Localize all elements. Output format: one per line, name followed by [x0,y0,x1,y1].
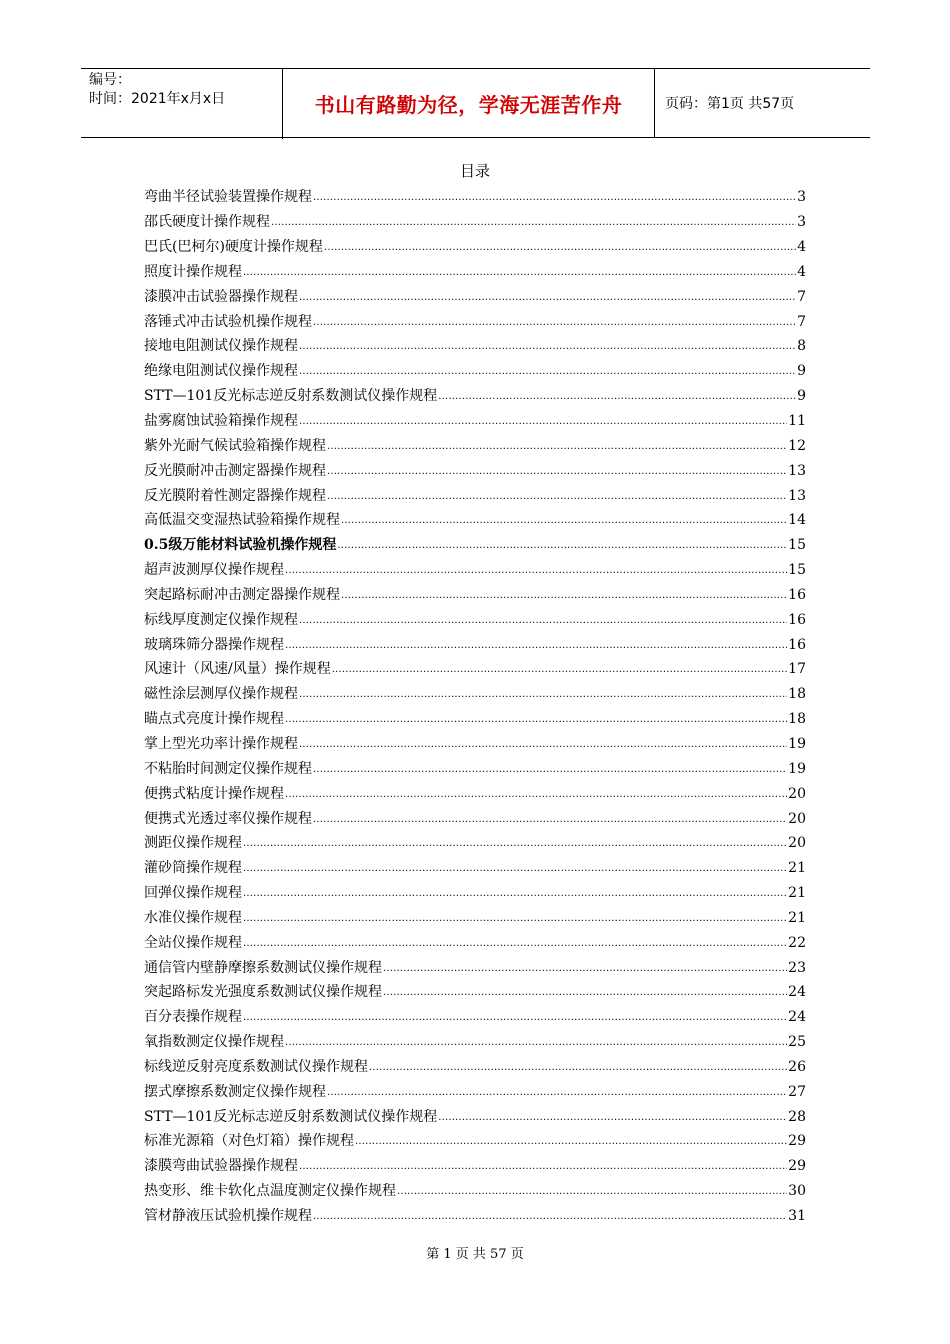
toc-leader-dots [337,534,787,556]
toc-entry-page: 16 [788,636,806,653]
toc-entry-title: 邵氏硬度计操作规程 [144,214,270,231]
toc-entry-title: 落锤式冲击试验机操作规程 [144,313,312,330]
toc-entry-page: 9 [797,388,806,405]
toc-entry-title: 玻璃珠筛分器操作规程 [144,636,284,653]
toc-entry[interactable] [144,1154,806,1179]
toc-leader-dots [355,1130,787,1152]
toc-entry[interactable] [144,881,806,906]
toc-entry-page: 13 [788,487,806,504]
toc-leader-dots [438,1106,787,1128]
toc-title: 目录 [459,162,490,180]
toc-leader-dots [243,261,796,283]
toc-entry-title: 风速计（风速/风量）操作规程 [144,661,331,678]
toc-entry-page: 18 [788,686,806,703]
toc-entry-title: 热变形、维卡软化点温度测定仪操作规程 [144,1183,396,1200]
toc-entry-page: 21 [788,860,806,877]
toc-entry[interactable] [144,756,806,781]
toc-entry-title: 磁性涂层测厚仪操作规程 [144,686,298,703]
toc-leader-dots [299,410,787,432]
toc-entry[interactable] [144,856,806,881]
toc-entry-title: 漆膜冲击试验器操作规程 [144,288,298,305]
toc-leader-dots [383,981,787,1003]
toc-leader-dots [341,509,787,531]
toc-entry-page: 16 [788,586,806,603]
toc-entry-page: 24 [788,984,806,1001]
toc-entry[interactable] [144,508,806,533]
toc-entry[interactable] [144,334,806,359]
toc-entry-title: 反光膜耐冲击测定器操作规程 [144,462,326,479]
toc-entry-page: 18 [788,711,806,728]
toc-entry[interactable] [144,781,806,806]
toc-entry-title: 氧指数测定仪操作规程 [144,1034,284,1051]
header-motto: 书山有路勤为径，学海无涯苦作舟 [283,69,655,137]
toc-entry-title: 巴氏(巴柯尔)硬度计操作规程 [144,239,323,256]
toc-entry-page: 15 [788,537,806,554]
toc-entry-title: 瞄点式亮度计操作规程 [144,711,284,728]
toc-entry[interactable] [144,831,806,856]
toc-entry-title: 反光膜附着性测定器操作规程 [144,487,326,504]
toc-leader-dots [285,708,787,730]
toc-entry-page: 20 [788,785,806,802]
toc-leader-dots [299,609,787,631]
toc-leader-dots [299,360,796,382]
toc-entry[interactable] [144,210,806,235]
toc-entry-title: STT—101反光标志逆反射系数测试仪操作规程 [144,1108,438,1125]
toc-entry[interactable] [144,657,806,682]
toc-leader-dots [299,683,787,705]
toc-entry-title: 超声波测厚仪操作规程 [144,562,284,579]
toc-entry[interactable] [144,955,806,980]
toc-entry-title: 高低温交变湿热试验箱操作规程 [144,512,340,529]
toc-entry-page: 12 [788,437,806,454]
toc-entry-title: 测距仪操作规程 [144,835,242,852]
toc-leader-dots [341,584,787,606]
toc-entry[interactable] [144,1055,806,1080]
toc-entry-page: 20 [788,810,806,827]
toc-entry-page: 13 [788,462,806,479]
toc-entry[interactable] [144,1129,806,1154]
toc-entry[interactable] [144,583,806,608]
toc-entry-page: 25 [788,1034,806,1051]
toc-entry-page: 3 [797,189,806,206]
toc-leader-dots [324,236,796,258]
toc-entry-title: 摆式摩擦系数测定仪操作规程 [144,1083,326,1100]
toc-entry-page: 29 [788,1133,806,1150]
toc-entry[interactable] [144,682,806,707]
toc-entry-title: 标线厚度测定仪操作规程 [144,611,298,628]
toc-entry[interactable] [144,1079,806,1104]
table-of-contents [144,185,806,1228]
toc-entry-title: 便携式粘度计操作规程 [144,785,284,802]
toc-entry-page: 24 [788,1009,806,1026]
toc-entry[interactable] [144,632,806,657]
toc-entry-title: 灌砂筒操作规程 [144,860,242,877]
toc-entry[interactable] [144,235,806,260]
toc-entry-title: 突起路标发光强度系数测试仪操作规程 [144,984,382,1001]
toc-entry-title: 接地电阻测试仪操作规程 [144,338,298,355]
toc-leader-dots [332,658,787,680]
toc-entry[interactable] [144,930,806,955]
toc-entry-page: 29 [788,1158,806,1175]
toc-entry-title: 通信管内壁静摩擦系数测试仪操作规程 [144,959,382,976]
toc-leader-dots [327,460,787,482]
toc-entry-page: 14 [788,512,806,529]
toc-entry-title: 管材静液压试验机操作规程 [144,1208,312,1225]
toc-entry-page: 11 [788,413,806,430]
toc-entry[interactable] [144,260,806,285]
toc-leader-dots [299,1155,787,1177]
toc-entry-page: 28 [788,1108,806,1125]
toc-entry-page: 16 [788,611,806,628]
toc-entry-title: 标准光源箱（对色灯箱）操作规程 [144,1133,354,1150]
toc-leader-dots [243,932,787,954]
toc-entry[interactable] [144,1030,806,1055]
toc-leader-dots [313,808,787,830]
toc-leader-dots [369,1056,787,1078]
toc-entry-title: 水准仪操作规程 [144,909,242,926]
toc-entry[interactable] [144,284,806,309]
toc-entry-page: 21 [788,885,806,902]
toc-entry-title: 百分表操作规程 [144,1009,242,1026]
header-page-info: 页码：第1页 共57页 [665,96,795,112]
toc-leader-dots [243,882,787,904]
toc-leader-dots [327,435,787,457]
toc-entry-title: 全站仪操作规程 [144,934,242,951]
page-header [81,68,870,138]
toc-entry[interactable] [144,707,806,732]
toc-entry-page: 4 [797,263,806,280]
toc-entry[interactable] [144,309,806,334]
toc-entry[interactable] [144,732,806,757]
toc-entry-title: 突起路标耐冲击测定器操作规程 [144,586,340,603]
toc-entry-page: 19 [788,735,806,752]
toc-entry[interactable] [144,458,806,483]
toc-entry-title: 弯曲半径试验装置操作规程 [144,189,312,206]
toc-leader-dots [285,634,787,656]
toc-leader-dots [383,957,787,979]
toc-entry[interactable] [144,433,806,458]
toc-leader-dots [299,286,796,308]
toc-entry-page: 21 [788,909,806,926]
toc-entry-page: 23 [788,959,806,976]
toc-entry-title: 回弹仪操作规程 [144,885,242,902]
toc-entry-title: 绝缘电阻测试仪操作规程 [144,363,298,380]
toc-leader-dots [243,857,787,879]
toc-entry-page: 31 [788,1208,806,1225]
toc-entry-page: 26 [788,1058,806,1075]
toc-leader-dots [397,1180,787,1202]
toc-leader-dots [285,559,787,581]
toc-leader-dots [299,335,796,357]
toc-entry[interactable] [144,483,806,508]
header-left-cell [81,69,283,139]
toc-leader-dots [327,1081,787,1103]
toc-entry[interactable] [144,1104,806,1129]
toc-leader-dots [313,186,796,208]
toc-leader-dots [271,211,796,233]
number-label: 编号： [89,72,131,88]
toc-entry-page: 15 [788,562,806,579]
toc-entry-title: 便携式光透过率仪操作规程 [144,810,312,827]
toc-entry[interactable] [144,1005,806,1030]
toc-entry[interactable] [144,359,806,384]
toc-entry[interactable] [144,558,806,583]
toc-leader-dots [327,485,787,507]
time-label: 时间：2021年x月x日 [89,91,226,107]
page-footer: 第 1 页 共 57 页 [426,1247,524,1262]
toc-leader-dots [243,907,787,929]
toc-entry-page: 17 [788,661,806,678]
toc-entry-page: 19 [788,760,806,777]
toc-leader-dots [285,783,787,805]
toc-entry[interactable] [144,384,806,409]
toc-entry[interactable] [144,533,806,558]
toc-entry-title: 不粘胎时间测定仪操作规程 [144,760,312,777]
toc-leader-dots [285,1031,787,1053]
toc-leader-dots [313,311,796,333]
toc-entry-page: 4 [797,239,806,256]
toc-entry[interactable] [144,905,806,930]
toc-leader-dots [299,733,787,755]
toc-leader-dots [438,385,796,407]
toc-entry-page: 7 [797,288,806,305]
toc-entry[interactable] [144,806,806,831]
toc-entry[interactable] [144,409,806,434]
toc-entry-page: 22 [788,934,806,951]
toc-entry-page: 9 [797,363,806,380]
toc-entry-title: 照度计操作规程 [144,263,242,280]
toc-entry-page: 27 [788,1083,806,1100]
toc-entry-title: 掌上型光功率计操作规程 [144,735,298,752]
toc-entry-page: 3 [797,214,806,231]
toc-leader-dots [313,758,787,780]
toc-leader-dots [243,1006,787,1028]
toc-entry-title: 紫外光耐气候试验箱操作规程 [144,437,326,454]
toc-entry-title: 标线逆反射亮度系数测试仪操作规程 [144,1058,368,1075]
toc-entry-title: 漆膜弯曲试验器操作规程 [144,1158,298,1175]
toc-entry-page: 20 [788,835,806,852]
toc-leader-dots [243,832,787,854]
toc-entry[interactable] [144,607,806,632]
toc-leader-dots [313,1205,787,1227]
toc-entry-title: STT—101反光标志逆反射系数测试仪操作规程 [144,388,438,405]
toc-entry[interactable] [144,980,806,1005]
toc-entry[interactable] [144,185,806,210]
toc-entry-title: 0.5级万能材料试验机操作规程 [144,537,337,554]
toc-entry[interactable] [144,1204,806,1229]
toc-entry-page: 7 [797,313,806,330]
toc-entry-title: 盐雾腐蚀试验箱操作规程 [144,413,298,430]
toc-entry-page: 8 [797,338,806,355]
toc-entry[interactable] [144,1179,806,1204]
toc-entry-page: 30 [788,1183,806,1200]
